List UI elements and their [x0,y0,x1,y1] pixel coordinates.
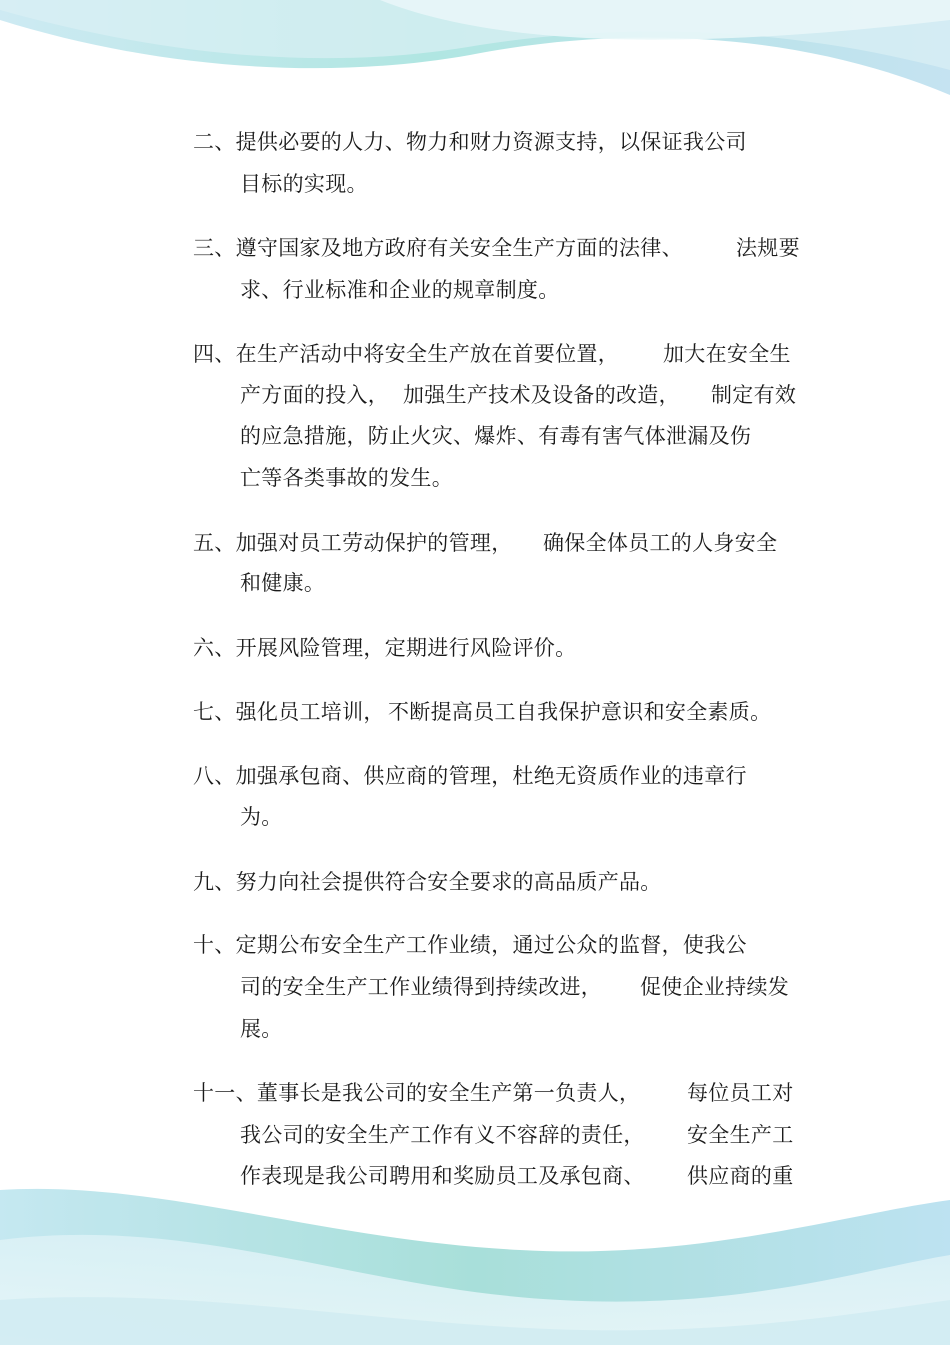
text-segment: 安全生产工 [687,1123,794,1147]
text-segment: 我公司的安全生产工作有义不容辞的责任， [240,1123,645,1147]
text-segment: 九、努力向社会提供符合安全要求的高品质产品。 [193,870,662,894]
text-segment: 二、提供必要的人力、物力和财力资源支持，以保证我公司 [193,130,747,154]
text-segment: 司的安全生产工作业绩得到持续改进， [240,975,603,999]
text-segment: 为。 [240,805,283,829]
text-segment: 作表现是我公司聘用和奖励员工及承包商、 [240,1164,645,1188]
text-segment: 每位员工对 [687,1081,794,1105]
text-segment: 八、加强承包商、供应商的管理，杜绝无资质作业的违章行 [193,764,747,788]
text-segment: 求、行业标准和企业的规章制度。 [240,278,560,302]
text-segment: 目标的实现。 [240,172,368,196]
text-segment: 的应急措施，防止火灾、爆炸、有毒有害气体泄漏及伤 [240,424,752,448]
text-segment: 七、强化员工培训， [193,700,385,724]
text-segment: 五、加强对员工劳动保护的管理， [193,531,513,555]
text-segment: 产方面的投入， [240,383,390,407]
text-segment: 四、在生产活动中将安全生产放在首要位置， [193,342,619,366]
text-segment: 供应商的重 [687,1164,794,1188]
text-segment: 法规要 [736,236,800,260]
text-segment: 加强生产技术及设备的改造， [403,383,680,407]
text-segment: 加大在安全生 [663,342,791,366]
text-segment: 促使企业持续发 [640,975,790,999]
text-segment: 和健康。 [240,571,326,595]
text-segment: 三、遵守国家及地方政府有关安全生产方面的法律、 [193,236,683,260]
text-segment: 十、定期公布安全生产工作业绩，通过公众的监督，使我公 [193,933,747,957]
text-segment: 十一、董事长是我公司的安全生产第一负责人， [193,1081,641,1105]
text-segment: 制定有效 [711,383,797,407]
text-segment: 不断提高员工自我保护意识和安全素质。 [388,700,772,724]
text-segment: 展。 [240,1017,283,1041]
text-segment: 亡等各类事故的发生。 [240,466,453,490]
text-segment: 确保全体员工的人身安全 [543,531,778,555]
text-segment: 六、开展风险管理，定期进行风险评价。 [193,636,577,660]
